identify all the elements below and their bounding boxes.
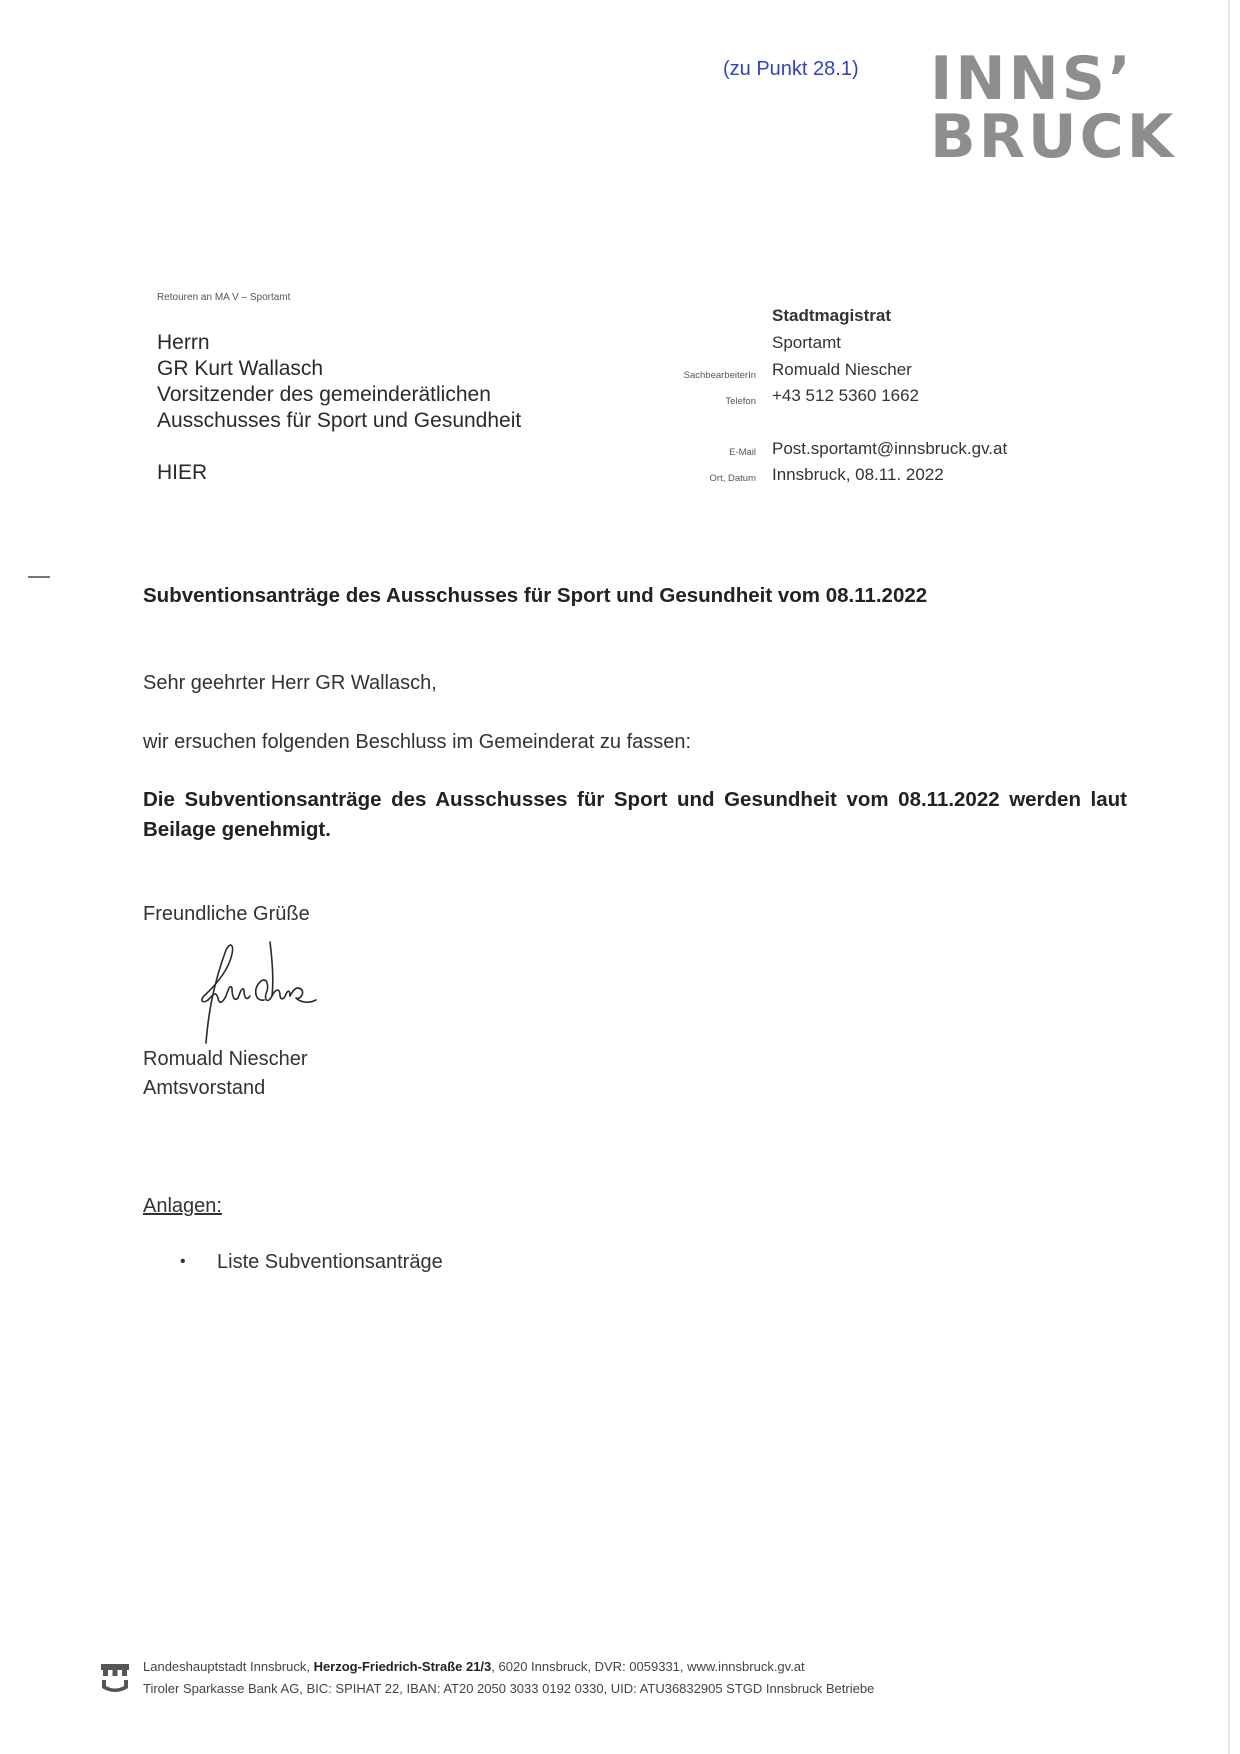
logo-line-2: BRUCK: [930, 102, 1177, 172]
recipient-location: HIER: [157, 461, 208, 484]
bullet-icon: •: [180, 1253, 186, 1270]
resolution-text: Die Subventionsanträge des Ausschusses für Sport und Gesundheit vom 08.11.2022 werden laut Beilage genehmigt.: [143, 788, 1127, 841]
phone-value: +43 512 5360 1662: [772, 386, 920, 405]
signer-title: Amtsvorstand: [143, 1077, 266, 1099]
recipient-salutation: Herrn: [157, 331, 210, 354]
footer-bank-line: Tiroler Sparkasse Bank AG, BIC: SPIHAT 22, IBAN: AT20 2050 3033 0192 0330, UID: ATU36832905 STGD Innsbruck Betriebe: [143, 1681, 875, 1696]
footer-city: Landeshauptstadt Innsbruck,: [143, 1659, 314, 1674]
innsbruck-logo: [930, 44, 1177, 175]
footer-address-line: [143, 1659, 805, 1674]
case-worker-label: SachbearbeiterIn: [683, 370, 756, 381]
reference-note: (zu Punkt 28.1): [723, 58, 859, 80]
footer-contact: , 6020 Innsbruck, DVR: 0059331, www.innsbruck.gv.at: [491, 1659, 805, 1674]
city-emblem-icon: [101, 1664, 129, 1694]
attachment-item: Liste Subventionsanträge: [217, 1251, 443, 1273]
recipient-name: GR Kurt Wallasch: [157, 357, 324, 380]
email-label: E-Mail: [729, 447, 756, 458]
letter-subject: Subventionsanträge des Ausschusses für Sport und Gesundheit vom 08.11.2022: [143, 584, 928, 607]
recipient-address: [157, 330, 521, 486]
recipient-role-line-2: Ausschusses für Sport und Gesundheit: [157, 409, 522, 432]
place-date-label: Ort, Datum: [709, 473, 756, 484]
letter-salutation: Sehr geehrter Herr GR Wallasch,: [143, 672, 437, 694]
return-address-line: Retouren an MA V – Sportamt: [157, 292, 291, 303]
letter-closing: Freundliche Grüße: [143, 903, 310, 925]
sender-department: Sportamt: [772, 333, 841, 352]
recipient-role-line-1: Vorsitzender des gemeinderätlichen: [157, 383, 491, 406]
attachments-heading: Anlagen:: [143, 1195, 222, 1217]
sender-organization: Stadtmagistrat: [772, 306, 892, 325]
phone-label: Telefon: [725, 396, 756, 407]
logo-line-1: INNS’: [930, 44, 1134, 114]
case-worker-value: Romuald Niescher: [772, 360, 912, 379]
email-value: Post.sportamt@innsbruck.gv.at: [772, 439, 1008, 458]
handwritten-signature: [186, 938, 336, 1048]
fold-mark: [28, 576, 50, 578]
place-date-value: Innsbruck, 08.11. 2022: [772, 465, 944, 484]
signer-name: Romuald Niescher: [143, 1048, 308, 1070]
letter-request: wir ersuchen folgenden Beschluss im Gemeinderat zu fassen:: [143, 731, 692, 753]
scan-edge: [1228, 0, 1230, 1754]
footer-street: Herzog-Friedrich-Straße 21/3: [313, 1659, 492, 1674]
